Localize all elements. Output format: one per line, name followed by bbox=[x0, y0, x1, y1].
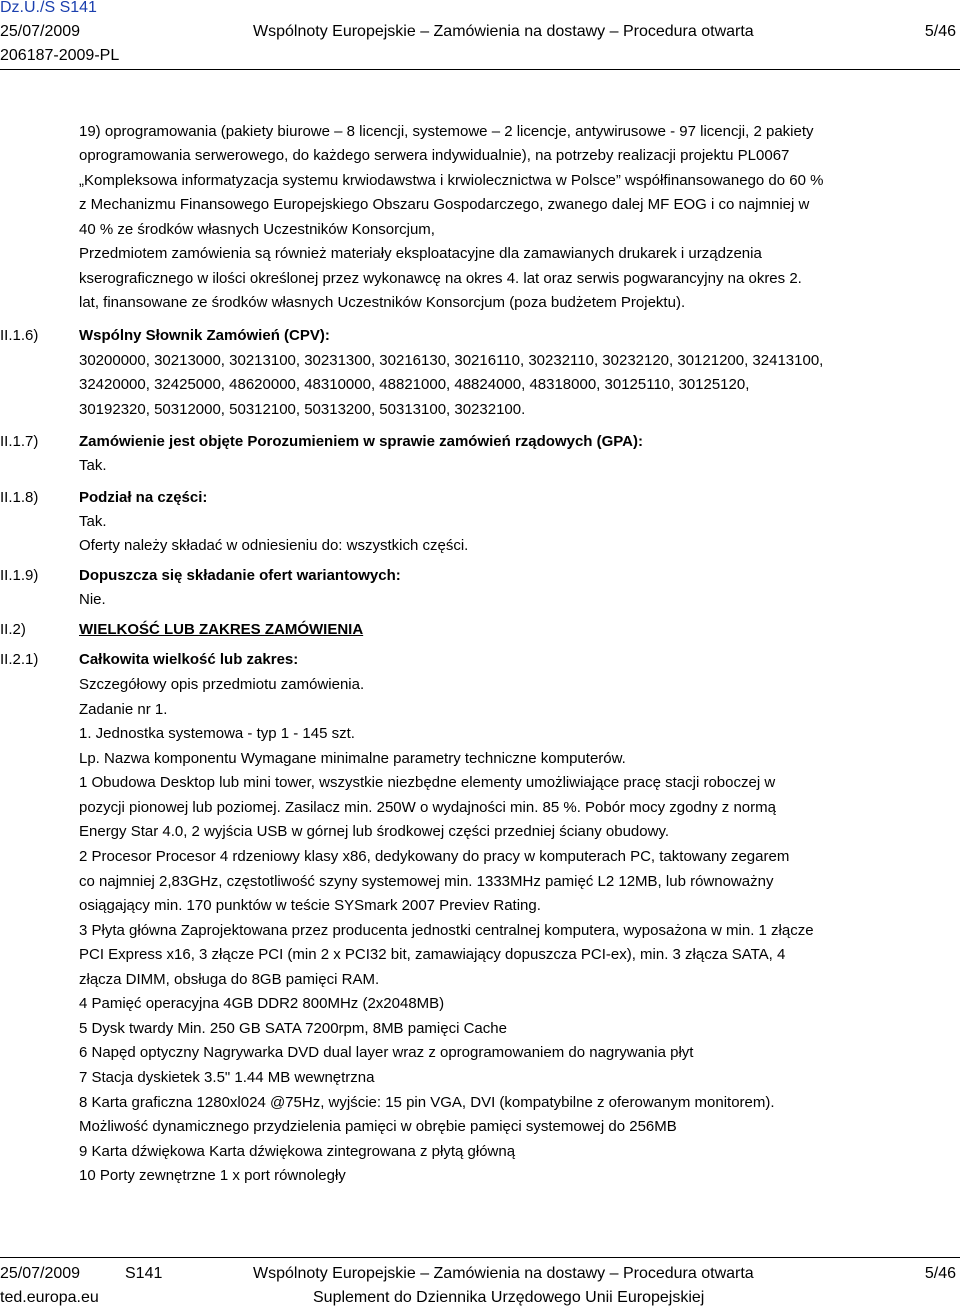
section-number: II.1.7) bbox=[0, 433, 39, 450]
spec-line: PCI Express x16, 3 złącze PCI (min 2 x PCI32 bit, zamawiający dopuszcza PCI-ex), min. 3 złącza SATA, 4 bbox=[79, 946, 786, 963]
spec-line: Lp. Nazwa komponentu Wymagane minimalne parametry techniczne komputerów. bbox=[79, 750, 626, 767]
body-line: 40 % ze środków własnych Uczestników Konsorcjum, bbox=[79, 221, 435, 238]
spec-line: 6 Napęd optyczny Nagrywarka DVD dual layer wraz z oprogramowaniem do nagrywania płyt bbox=[79, 1044, 694, 1061]
spec-line: 2 Procesor Procesor 4 rdzeniowy klasy x86, dedykowany do pracy w komputerach PC, taktowany zegarem bbox=[79, 848, 790, 865]
body-line: kserograficznego w ilości określonej przez wykonawcę na okres 4. lat oraz serwis pogwarancyjny na okres 2. bbox=[79, 270, 802, 287]
spec-line: pozycji pionowej lub poziomej. Zasilacz min. 250W o wydajności min. 85 %. Pobór mocy zgodny z normą bbox=[79, 799, 776, 816]
parts-heading: Podział na części: bbox=[79, 489, 208, 506]
spec-line: 1. Jednostka systemowa - typ 1 - 145 szt. bbox=[79, 725, 355, 742]
footer-title: Wspólnoty Europejskie – Zamówienia na dostawy – Procedura otwarta bbox=[253, 1265, 754, 1282]
gpa-value: Tak. bbox=[79, 457, 107, 474]
footer-supplement: Suplement do Dziennika Urzędowego Unii Europejskiej bbox=[313, 1289, 705, 1306]
spec-line: co najmniej 2,83GHz, częstotliwość szyny systemowej min. 1333MHz pamięć L2 12MB, lub równoważny bbox=[79, 873, 774, 890]
spec-line: 4 Pamięć operacyjna 4GB DDR2 800MHz (2x2048MB) bbox=[79, 995, 445, 1012]
spec-line: Zadanie nr 1. bbox=[79, 701, 168, 718]
body-line: Przedmiotem zamówienia są również materiały eksploatacyjne dla zamawianych drukarek i urządzenia bbox=[79, 245, 762, 262]
header-ref: 206187-2009-PL bbox=[0, 47, 120, 64]
spec-line: 8 Karta graficzna 1280xl024 @75Hz, wyjście: 15 pin VGA, DVI (kompatybilne z oferowanym monitorem). bbox=[79, 1094, 775, 1111]
spec-line: 7 Stacja dyskietek 3.5" 1.44 MB wewnętrzna bbox=[79, 1069, 375, 1086]
spec-line: osiągający min. 170 punktów w teście SYSmark 2007 Previev Rating. bbox=[79, 897, 541, 914]
body-line: oprogramowania serwerowego, do każdego serwera indywidualnie), na potrzeby realizacji projektu PL0067 bbox=[79, 147, 790, 164]
section-number: II.2.1) bbox=[0, 651, 39, 668]
body-line: 19) oprogramowania (pakiety biurowe – 8 licencji, systemowe – 2 licencje, antywirusowe - 97 licencji, 2 pakiety bbox=[79, 123, 814, 140]
cpv-line: 30200000, 30213000, 30213100, 30231300, 30216130, 30216110, 30232110, 30232120, 30121200, 32413100, bbox=[79, 352, 824, 369]
body-line: „Kompleksowa informatyzacja systemu krwiodawstwa i krwiolecznictwa w Polsce” współfinansowanego do 60 % bbox=[79, 172, 824, 189]
spec-line: Energy Star 4.0, 2 wyjścia USB w górnej lub środkowej części przedniej ściany obudowy. bbox=[79, 823, 669, 840]
section-heading: WIELKOŚĆ LUB ZAKRES ZAMÓWIENIA bbox=[79, 621, 364, 638]
cpv-line: 32420000, 32425000, 48620000, 48310000, 48821000, 48824000, 48318000, 30125110, 30125120, bbox=[79, 376, 750, 393]
parts-note: Oferty należy składać w odniesieniu do: wszystkich części. bbox=[79, 537, 469, 554]
header-divider bbox=[0, 69, 960, 70]
spec-line: 1 Obudowa Desktop lub mini tower, wszystkie niezbędne elementy umożliwiające pracę stacji roboczej w bbox=[79, 774, 776, 791]
body-line: z Mechanizmu Finansowego Europejskiego Obszaru Gospodarczego, zwanego dalej MF EOG i co najmniej w bbox=[79, 196, 810, 213]
cpv-line: 30192320, 50312000, 50312100, 50313200, 50313100, 30232100. bbox=[79, 401, 526, 418]
section-number: II.1.6) bbox=[0, 327, 39, 344]
section-number: II.1.8) bbox=[0, 489, 39, 506]
variants-value: Nie. bbox=[79, 591, 106, 608]
spec-line: złącza DIMM, obsługa do 8GB pamięci RAM. bbox=[79, 971, 380, 988]
section-number: II.2) bbox=[0, 621, 26, 638]
source-link[interactable]: Dz.U./S S141 bbox=[0, 0, 97, 16]
variants-heading: Dopuszcza się składanie ofert wariantowych: bbox=[79, 567, 401, 584]
spec-line: Możliwość dynamicznego przydzielenia pamięci w obrębie pamięci systemowej do 256MB bbox=[79, 1118, 677, 1135]
header-date: 25/07/2009 bbox=[0, 23, 81, 40]
footer-series: S141 bbox=[125, 1265, 163, 1282]
footer-page: 5/46 bbox=[924, 1265, 956, 1282]
spec-line: 3 Płyta główna Zaprojektowana przez producenta jednostki centralnej komputera, wyposażona w min. 1 złącze bbox=[79, 922, 814, 939]
parts-value: Tak. bbox=[79, 513, 107, 530]
header-title: Wspólnoty Europejskie – Zamówienia na dostawy – Procedura otwarta bbox=[253, 23, 754, 40]
section-number: II.1.9) bbox=[0, 567, 39, 584]
footer-site: ted.europa.eu bbox=[0, 1289, 99, 1306]
cpv-heading: Wspólny Słownik Zamówień (CPV): bbox=[79, 327, 330, 344]
header-page: 5/46 bbox=[924, 23, 956, 40]
spec-line: 9 Karta dźwiękowa Karta dźwiękowa zintegrowana z płytą główną bbox=[79, 1143, 516, 1160]
spec-line: 5 Dysk twardy Min. 250 GB SATA 7200rpm, 8MB pamięci Cache bbox=[79, 1020, 507, 1037]
footer-divider bbox=[0, 1257, 960, 1258]
body-line: lat, finansowane ze środków własnych Uczestników Konsorcjum (poza budżetem Projektu). bbox=[79, 294, 686, 311]
total-heading: Całkowita wielkość lub zakres: bbox=[79, 651, 299, 668]
footer-date: 25/07/2009 bbox=[0, 1265, 81, 1282]
gpa-heading: Zamówienie jest objęte Porozumieniem w sprawie zamówień rządowych (GPA): bbox=[79, 433, 644, 450]
spec-line: Szczegółowy opis przedmiotu zamówienia. bbox=[79, 676, 365, 693]
spec-line: 10 Porty zewnętrzne 1 x port równoległy bbox=[79, 1167, 346, 1184]
